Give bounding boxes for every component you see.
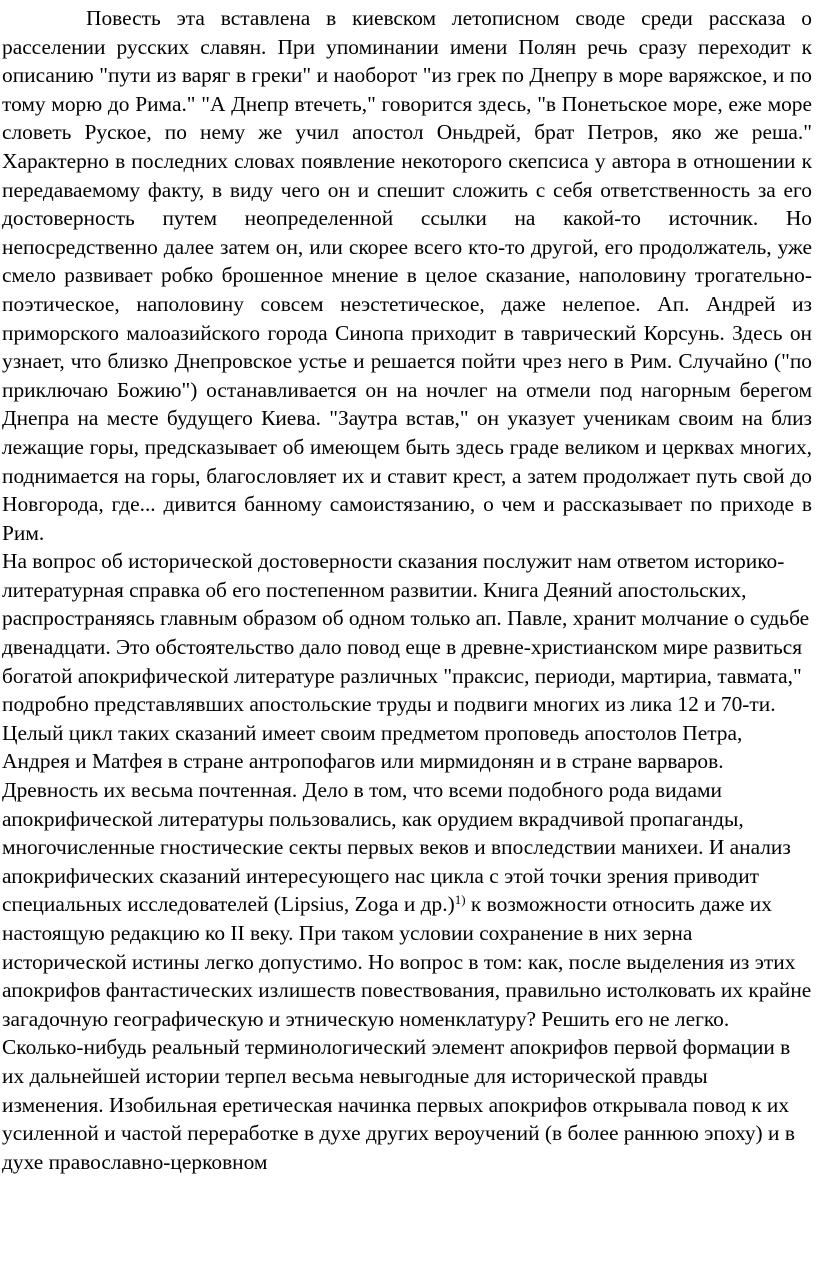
- paragraph-historical-reliability: [2, 547, 812, 1176]
- paragraph-text-part-1: На вопрос об исторической достоверности сказания послужит нам ответом историко-литературная справка об его постепенном развитии. Книга Деяний апостольских, распространяясь главным образом об одном только ап. Павле, хранит молчание о судьбе двенадцати. Это обстоятельство дало повод еще в древне-христианском мире развиться богатой апокрифической литературе различных "праксис, периоди, мартириа, тавмата," подробно представлявших апостольские труды и подвиги многих из лика 12 и 70-ти. Целый цикл таких сказаний имеет своим предметом проповедь апостолов Петра, Андрея и Матфея в стране антропофагов или мирмидонян и в стране варваров. Древность их весьма почтенная. Дело в том, что всеми подобного рода видами апокрифической литературы пользовались, как орудием вкрадчивой пропаганды, многочисленные гностические секты первых веков и впоследствии манихеи. И анализ апокрифических сказаний интересующего нас цикла с этой точки зрения приводит специальных исследователей (Lipsius, Zoga и др.): [2, 549, 810, 917]
- paragraph-andrew-legend: Повесть эта вставлена в киевском летописном своде среди рассказа о расселении русских славян. При упоминании имени Полян речь сразу переходит к описанию "пути из варяг в греки" и наоборот "из грек по Днепру в море варяжское, и по тому морю до Рима." "А Днепр втечеть," говорится здесь, "в Понетьское море, еже море словеть Руское, по нему же учил апостол Оньдрей, брат Петров, яко же реша." Характерно в последних словах появление некоторого скепсиса у автора в отношении к передаваемому факту, в виду чего он и спешит сложить с себя ответственность за его достоверность путем неопределенной ссылки на какой-то источник. Но непосредственно далее затем он, или скорее всего кто-то другой, его продолжатель, уже смело развивает робко брошенное мнение в целое сказание, наполовину трогательно-поэтическое, наполовину совсем неэстетическое, даже нелепое. Ап. Андрей из приморского малоазийского города Синопа приходит в таврический Корсунь. Здесь он узнает, что близко Днепровское устье и решается пойти чрез него в Рим. Случайно ("по приключаю Божию") останавливается он на ночлег на отмели под нагорным берегом Днепра на месте будущего Киева. "Заутра встав," он указует ученикам своим на близ лежащие горы, предсказывает об имеющем быть здесь граде великом и церквах многих, поднимается на горы, благословляет их и ставит крест, а затем продолжает путь свой до Новгорода, где... дивится банному самоистязанию, о чем и рассказывает по приходе в Рим.: [2, 6, 812, 545]
- footnote-marker[interactable]: 1): [454, 892, 466, 908]
- paragraph-text-part-2: к возможности относить даже их настоящую редакцию ко II веку. При таком условии сохранение в них зерна исторической истины легко допустимо. Но вопрос в том: как, после выделения из этих апокрифов фантастических излишеств повествования, правильно истолковать их крайне загадочную географическую и этническую номенклатуру? Решить его не легко. Сколько-нибудь реальный терминологический элемент апокрифов первой формации в их дальнейшей истории терпел весьма невыгодные для исторической правды изменения. Изобильная еретическая начинка первых апокрифов открывала повод к их усиленной и частой переработке в духе других вероучений (в более раннюю эпоху) и в духе православно-церковном: [2, 892, 812, 1174]
